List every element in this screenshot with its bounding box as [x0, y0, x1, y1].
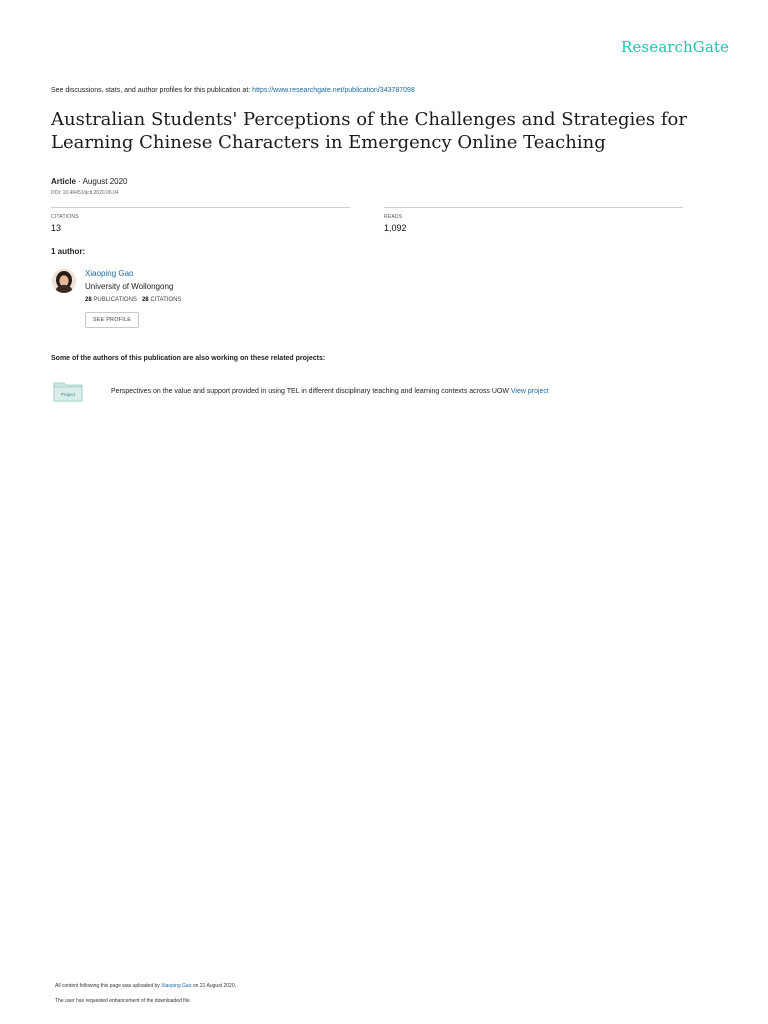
- researchgate-logo[interactable]: ResearchGate: [621, 38, 729, 56]
- author-stats: [85, 297, 181, 303]
- upload-note-prefix: All content following this page was uploaded by: [55, 983, 162, 989]
- publication-type: Article: [51, 177, 76, 186]
- publication-title: Australian Students' Perceptions of the Challenges and Strategies for Learning Chinese Characters in Emergency Online Teaching: [51, 109, 687, 153]
- project-icon-label: Project: [60, 392, 76, 397]
- view-project-link[interactable]: View project: [510, 388, 549, 395]
- reads-stat: [384, 207, 683, 233]
- publication-link[interactable]: https://www.researchgate.net/publication/343787098: [252, 87, 415, 94]
- discussion-text: See discussions, stats, and author profiles for this publication at:: [51, 87, 253, 94]
- author-avatar[interactable]: [52, 269, 76, 293]
- author-institution: University of Wollongong: [85, 282, 174, 291]
- citations-stat: [51, 207, 350, 233]
- upload-note-suffix: on 21 August 2020.: [191, 983, 236, 989]
- author-publications-count: 28: [85, 297, 92, 303]
- related-projects-heading: Some of the authors of this publication are also working on these related projects:: [51, 355, 326, 362]
- see-profile-button[interactable]: SEE PROFILE: [85, 312, 139, 328]
- enhancement-note: The user has requested enhancement of the downloaded file.: [55, 998, 191, 1004]
- discussion-line: [51, 87, 415, 94]
- publication-date: August 2020: [82, 177, 128, 186]
- authors-heading: 1 author:: [51, 247, 86, 256]
- publication-doi: DOI: 10.46451/ijclt.2020.06.04: [51, 190, 119, 196]
- upload-note: [55, 983, 236, 989]
- folder-icon: [53, 380, 83, 402]
- reads-value: 1,092: [384, 223, 407, 233]
- author-name-link[interactable]: Xiaoping Gao: [85, 269, 134, 278]
- author-publications-label: PUBLICATIONS: [93, 297, 137, 303]
- related-project: [111, 388, 549, 395]
- citations-value: 13: [51, 223, 62, 233]
- reads-label: READS: [384, 214, 403, 220]
- publication-meta: Article · August 2020: [51, 177, 128, 186]
- uploader-link[interactable]: Xiaoping Gao: [161, 983, 192, 989]
- project-description: Perspectives on the value and support provided in using TEL in different disciplinary teaching and learning contexts across UOW: [111, 388, 511, 395]
- citations-label: CITATIONS: [51, 214, 79, 220]
- author-photo-icon: [52, 269, 76, 293]
- author-citations-count: 28: [141, 297, 149, 303]
- author-citations-label: CITATIONS: [150, 297, 182, 303]
- project-folder-icon[interactable]: [53, 380, 83, 402]
